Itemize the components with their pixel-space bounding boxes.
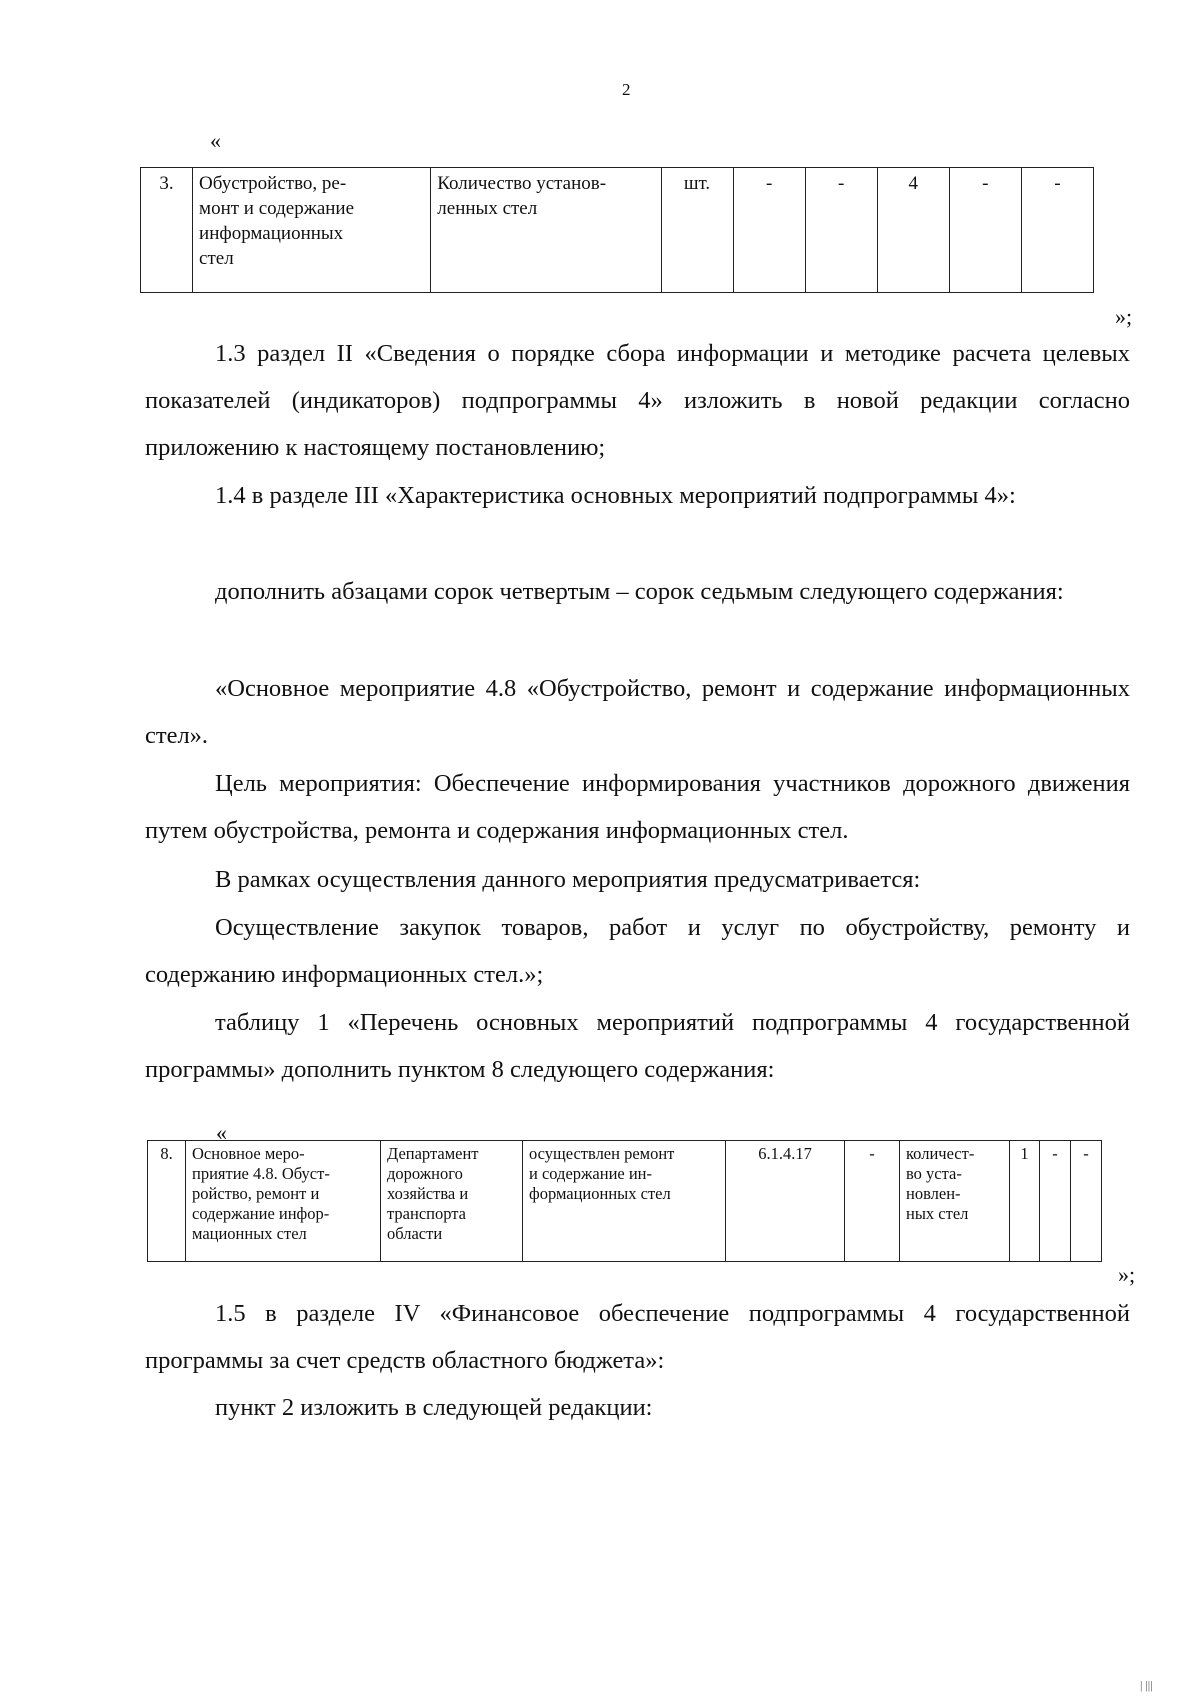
table-2-close-quote: »; <box>1118 1262 1136 1287</box>
table-cell-value: - <box>1021 168 1093 293</box>
paragraph-main-activity: «Основное мероприятие 4.8 «Обустройство, ремонт и содержание информационных стел». <box>145 675 1130 749</box>
table-row <box>141 168 1094 293</box>
table-cell-executor: Департамент дорожного хозяйства и транспорта области <box>381 1141 523 1262</box>
scan-mark: | ||| <box>1140 1678 1153 1692</box>
paragraph-within-activity: В рамках осуществления данного мероприятия предусматривается: <box>215 866 921 893</box>
paragraph-procurement: Осуществление закупок товаров, работ и услуг по обустройству, ремонту и содержанию информационных стел.»; <box>145 914 1130 988</box>
table-cell-name: Обустройство, ре- монт и содержание информационных стел <box>193 168 431 293</box>
table-2 <box>147 1140 1102 1262</box>
table-1-close-quote: »; <box>1115 304 1133 329</box>
table-cell-activity: Основное меро- приятие 4.8. Обуст- ройство, ремонт и содержание инфор- мационных стел <box>186 1141 381 1262</box>
table-cell-indicator: количест- во уста- новлен- ных стел <box>900 1141 1010 1262</box>
paragraph-point-2: пункт 2 изложить в следующей редакции: <box>215 1394 653 1421</box>
table-cell-value: 1 <box>1010 1141 1040 1262</box>
paragraph-activity-goal: Цель мероприятия: Обеспечение информирования участников дорожного движения путем обустройства, ремонта и содержания информационных стел. <box>145 770 1130 844</box>
table-cell-indicator: Количество установ- ленных стел <box>431 168 661 293</box>
table-cell-value: - <box>805 168 877 293</box>
page-number: 2 <box>622 80 631 99</box>
paragraph-1-3: 1.3 раздел II «Сведения о порядке сбора информации и методике расчета целевых показателей (индикаторов) подпрограммы 4» изложить в новой редакции согласно приложению к настоящему постановлению; <box>145 340 1130 461</box>
table-row <box>148 1141 1102 1262</box>
table-cell-code: 6.1.4.17 <box>726 1141 845 1262</box>
paragraph-1-4: 1.4 в разделе III «Характеристика основных мероприятий подпрограммы 4»: <box>215 482 1016 509</box>
table-cell-value: - <box>733 168 805 293</box>
table-cell-number: 3. <box>141 168 193 293</box>
paragraph-1-5: 1.5 в разделе IV «Финансовое обеспечение подпрограммы 4 государственной программы за счет средств областного бюджета»: <box>145 1300 1130 1374</box>
table-1 <box>140 167 1094 293</box>
table-cell-value: - <box>1071 1141 1102 1262</box>
table-1-open-quote: « <box>210 128 221 153</box>
table-cell-value: - <box>845 1141 900 1262</box>
paragraph-add-paragraphs: дополнить абзацами сорок четвертым – сорок седьмым следующего содержания: <box>215 578 1064 605</box>
table-cell-unit: шт. <box>661 168 733 293</box>
table-2-open-quote: « <box>216 1120 227 1145</box>
table-cell-value: - <box>1040 1141 1071 1262</box>
table-cell-value: 4 <box>877 168 949 293</box>
table-cell-number: 8. <box>148 1141 186 1262</box>
table-cell-value: - <box>949 168 1021 293</box>
paragraph-table-1-addition: таблицу 1 «Перечень основных мероприятий подпрограммы 4 государственной программы» дополнить пунктом 8 следующего содержания: <box>145 1009 1130 1083</box>
table-cell-result: осуществлен ремонт и содержание ин- формационных стел <box>523 1141 726 1262</box>
